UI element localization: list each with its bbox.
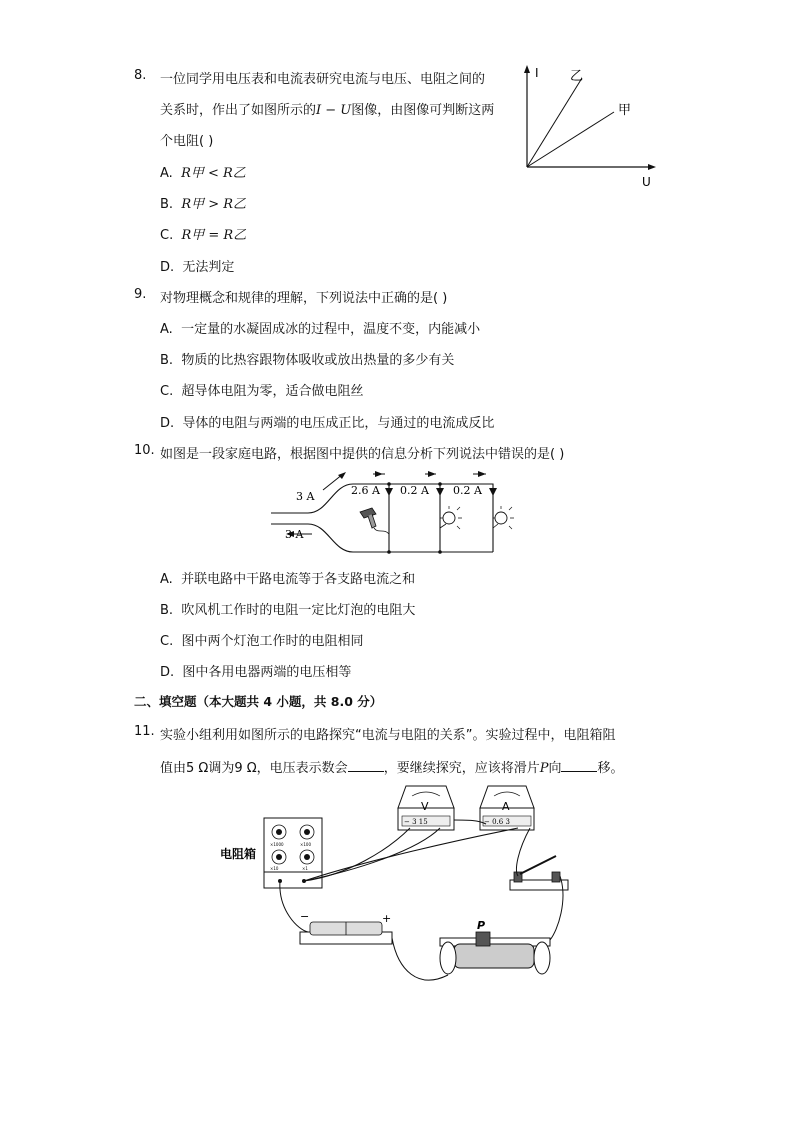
option-letter: C.: [160, 634, 174, 649]
q8-stem-line2: [160, 99, 494, 118]
graph-y-label: I: [535, 66, 539, 80]
section-title: 二、填空题（本大题共 4 小题，共 8.0 分）: [134, 694, 383, 709]
graph-x-arrow: [648, 164, 656, 170]
branch2-current-label: 0.2 A: [400, 484, 429, 497]
option-letter: B.: [160, 353, 174, 368]
option-letter: A.: [160, 322, 173, 337]
branch3-current-label: 0.2 A: [453, 484, 482, 497]
q8-option-a: [160, 162, 246, 181]
dial-label: ×10: [270, 866, 279, 871]
option-letter: A.: [160, 166, 173, 181]
ammeter-letter: A: [502, 800, 510, 813]
q10-option-a: [160, 568, 415, 587]
q10-option-d: [160, 661, 351, 680]
q11-circuit-figure: [218, 780, 588, 992]
dial-label: ×100: [300, 842, 311, 847]
option-letter: B.: [160, 603, 174, 618]
graph-y-arrow: [524, 65, 530, 73]
graph-label-jia: 甲: [618, 103, 632, 118]
graph-line-jia: [527, 112, 614, 167]
voltmeter: [398, 786, 454, 830]
q8-stem-text-b: 图像，由图像可判断这两: [351, 103, 495, 118]
option-letter: D.: [160, 260, 175, 275]
option-text: 并联电路中干路电流等于各支路电流之和: [181, 572, 416, 587]
answer-blank-1[interactable]: [348, 759, 384, 772]
q11-text-d: 移。: [597, 761, 624, 776]
q9-option-a: [160, 318, 480, 337]
option-text: R甲 = R乙: [181, 228, 247, 243]
q8-stem-text-a: 关系时，作出了如图所示的: [160, 103, 317, 118]
resistance-box-label: 电阻箱: [220, 847, 257, 861]
ammeter: [480, 786, 534, 830]
option-text: 超导体电阻为零，适合做电阻丝: [181, 384, 364, 399]
option-text: 图中各用电器两端的电压相等: [182, 665, 352, 680]
battery-icon: [300, 910, 392, 944]
q9-option-b: [160, 349, 454, 368]
q10-option-c: [160, 630, 364, 649]
option-text: 吹风机工作时的电阻一定比灯泡的电阻大: [181, 603, 416, 618]
option-text: 图中两个灯泡工作时的电阻相同: [181, 634, 364, 649]
dial-label: ×1: [302, 866, 308, 871]
voltmeter-letter: V: [421, 800, 429, 813]
option-letter: D.: [160, 416, 175, 431]
branch1-arrow: [385, 488, 393, 496]
q9-option-d: [160, 412, 494, 431]
q9-stem: 对物理概念和规律的理解，下列说法中正确的是( ): [160, 291, 448, 306]
slider-label: P: [477, 919, 486, 932]
dial-label: ×1000: [270, 842, 284, 847]
out-current-label: 3 A: [285, 528, 304, 541]
q11-number: 11.: [134, 724, 155, 739]
option-text: 物质的比热容跟物体吸收或放出热量的多少有关: [181, 353, 455, 368]
branch2-arrow: [436, 488, 444, 496]
q8-iu-label: I − U: [316, 103, 352, 118]
option-text: R甲 < R乙: [181, 166, 246, 181]
ammeter-terminals: − 0.6 3: [484, 818, 510, 826]
option-text: R甲 > R乙: [181, 197, 247, 212]
voltmeter-terminals: − 3 15: [404, 818, 428, 826]
graph-x-label: U: [642, 175, 651, 189]
q11-text-c: 向: [548, 761, 562, 776]
branch1-current-label: 2.6 A: [351, 484, 380, 497]
q8-stem-line3: 个电阻( ): [160, 134, 214, 149]
option-letter: C.: [160, 384, 174, 399]
q11-text-a: 值由5 Ω调为9 Ω，电压表示数会: [160, 761, 348, 776]
bulb-icon-1: [440, 506, 462, 529]
q10-number: 10.: [134, 443, 155, 458]
switch-icon: [510, 856, 568, 890]
junction-dot: [438, 482, 442, 486]
q11-stem-line2: [160, 757, 623, 776]
option-letter: C.: [160, 228, 174, 243]
q10-option-b: [160, 599, 415, 618]
in-arrow-head: [338, 472, 346, 479]
graph-line-yi: [527, 78, 582, 167]
q11-slider-p: P: [539, 761, 549, 776]
q8-iu-graph: [510, 60, 670, 195]
junction-dot: [438, 550, 442, 554]
in-current-label: 3 A: [296, 490, 315, 503]
q9-option-c: [160, 380, 364, 399]
neutral-wire: [271, 524, 493, 552]
q10-circuit-figure: [268, 468, 523, 558]
q8-number: 8.: [134, 68, 147, 83]
junction-dot: [387, 550, 391, 554]
option-letter: A.: [160, 572, 173, 587]
q10-stem: 如图是一段家庭电路，根据图中提供的信息分析下列说法中错误的是( ): [160, 447, 565, 462]
q8-option-b: [160, 193, 246, 212]
option-text: 一定量的水凝固成冰的过程中，温度不变，内能减小: [181, 322, 481, 337]
option-letter: B.: [160, 197, 174, 212]
answer-blank-2[interactable]: [561, 759, 597, 772]
hair-dryer-icon: [360, 508, 389, 534]
q8-option-d: [160, 256, 234, 275]
battery-plus: +: [382, 912, 392, 925]
branch3-arrow: [489, 488, 497, 496]
q11-stem-line1: 实验小组利用如图所示的电路探究“电流与电阻的关系”。实验过程中，电阻箱阻: [160, 728, 616, 743]
q9-number: 9.: [134, 287, 147, 302]
q8-option-c: [160, 224, 246, 243]
rheostat-icon: [440, 919, 550, 974]
option-letter: D.: [160, 665, 175, 680]
battery-minus: −: [300, 910, 310, 923]
graph-label-yi: 乙: [570, 69, 584, 84]
option-text: 无法判定: [182, 260, 235, 275]
q11-text-b: ，要继续探究，应该将滑片: [383, 761, 540, 776]
junction-dot: [387, 482, 391, 486]
q8-stem-line1: 一位同学用电压表和电流表研究电流与电压、电阻之间的: [160, 72, 486, 87]
option-text: 导体的电阻与两端的电压成正比，与通过的电流成反比: [182, 416, 495, 431]
bulb-icon-2: [493, 506, 514, 529]
